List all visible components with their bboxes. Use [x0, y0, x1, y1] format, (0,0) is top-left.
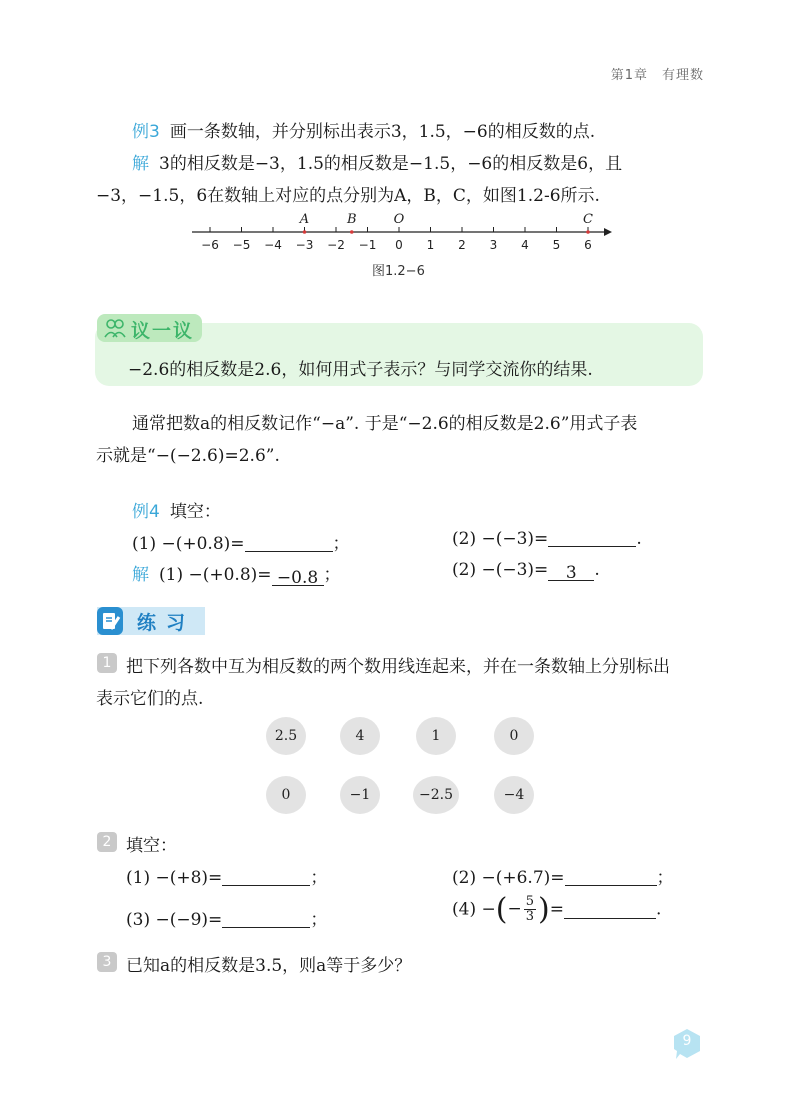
example4-solution-1: 解 (1) −(+0.8)= −0.8 ； [132, 565, 341, 588]
answer-blank[interactable] [222, 910, 310, 928]
example4-tag: 例4 [132, 502, 160, 522]
page-header [597, 64, 704, 83]
tick-label: 4 [521, 238, 529, 252]
people-icon [103, 317, 127, 339]
problem1-line2: 表示它们的点. [96, 689, 204, 709]
problem-number-3: 3 [97, 952, 117, 972]
point-B [350, 230, 354, 234]
example4-q1: (1) −(+0.8)= ； [132, 534, 350, 554]
discuss-title: 议一议 [131, 320, 195, 342]
practice-header [97, 607, 205, 635]
paragraph-line2: 示就是“−(−2.6)=2.6”. [96, 446, 280, 466]
tick-label: −6 [201, 238, 219, 252]
practice-title: 练习 [137, 612, 196, 634]
point-label-A: A [299, 212, 310, 227]
point-C [586, 230, 590, 234]
number-oval[interactable]: −2.5 [413, 776, 459, 814]
problem-number-2: 2 [97, 832, 117, 852]
example4-solution-2: (2) −(−3)= 3 . [452, 560, 600, 583]
point-label-C: C [583, 212, 593, 227]
tick-label: 0 [395, 238, 403, 252]
tick-label: −3 [295, 238, 314, 252]
example4-q2: (2) −(−3)= . [452, 529, 642, 549]
pencil-icon [97, 607, 123, 635]
tick-label: 6 [584, 238, 592, 252]
example3-solution-line1: 解 3的相反数是−3，1.5的相反数是−1.5，−6的相反数是6，且 [132, 154, 623, 174]
filled-answer: −0.8 [272, 568, 324, 586]
problem-number-1: 1 [97, 653, 117, 673]
problem1-line1: 把下列各数中互为相反数的两个数用线连起来，并在一条数轴上分别标出 [126, 657, 670, 677]
tick-label: −5 [232, 238, 251, 252]
point-A [303, 230, 307, 234]
point-label-B: B [346, 212, 357, 227]
chapter-label: 第1章 [610, 68, 648, 83]
problem2-title: 填空： [126, 836, 177, 856]
number-oval[interactable]: 0 [266, 776, 306, 814]
tick-label: 1 [426, 238, 435, 252]
point-label-O: O [393, 212, 405, 227]
page-number: 9 [682, 1033, 692, 1049]
answer-blank[interactable] [564, 901, 656, 919]
fraction: $\frac{5}{3}$ [525, 894, 534, 924]
example3-solution-line2: −3，−1.5，6在数轴上对应的点分别为A，B，C，如图1.2-6所示. [96, 186, 600, 206]
paragraph-line1: 通常把数a的相反数记作“−a”. 于是“−2.6的相反数是2.6”用式子表 [132, 414, 638, 434]
solution-tag: 解 [132, 565, 149, 585]
answer-blank [548, 529, 636, 547]
number-line-figure [180, 205, 620, 260]
number-oval[interactable]: 1 [416, 717, 456, 755]
tick-label: 3 [489, 238, 498, 252]
tick-label: 5 [552, 238, 561, 252]
answer-blank [245, 534, 333, 552]
number-oval[interactable]: −1 [340, 776, 380, 814]
problem2-q2: (2) −(+6.7)= ； [452, 868, 674, 888]
answer-blank[interactable] [222, 868, 310, 886]
filled-answer: 3 [548, 563, 594, 581]
problem2-q4: (4) −(− $\frac{5}{3}$ )= . [452, 892, 662, 927]
problem2-q1: (1) −(+8)= ； [126, 868, 328, 888]
problem2-q3: (3) −(−9)= ； [126, 910, 328, 930]
example3-question: 例3 画一条数轴，并分别标出表示3，1.5，−6的相反数的点. [132, 122, 596, 142]
tick-label: −1 [358, 238, 377, 252]
tick-label: −2 [327, 238, 345, 252]
solution-tag: 解 [132, 154, 149, 174]
example3-tag: 例3 [132, 122, 160, 142]
number-oval[interactable]: 0 [494, 717, 534, 755]
tick-label: −4 [264, 238, 282, 252]
discuss-title-tab [97, 314, 202, 342]
axis-arrow-icon [604, 228, 612, 236]
tick-label: 2 [458, 238, 466, 252]
number-oval[interactable]: −4 [494, 776, 534, 814]
problem3-text: 已知a的相反数是3.5，则a等于多少？ [126, 956, 412, 976]
number-oval[interactable]: 4 [340, 717, 380, 755]
discuss-text: −2.6的相反数是2.6，如何用式子表示？与同学交流你的结果. [128, 360, 593, 380]
answer-blank[interactable] [565, 868, 657, 886]
figure-caption: 图1.2−6 [372, 264, 425, 279]
chapter-title: 有理数 [661, 68, 704, 83]
number-oval[interactable]: 2.5 [266, 717, 306, 755]
example4-title: 例4 填空： [132, 502, 221, 522]
